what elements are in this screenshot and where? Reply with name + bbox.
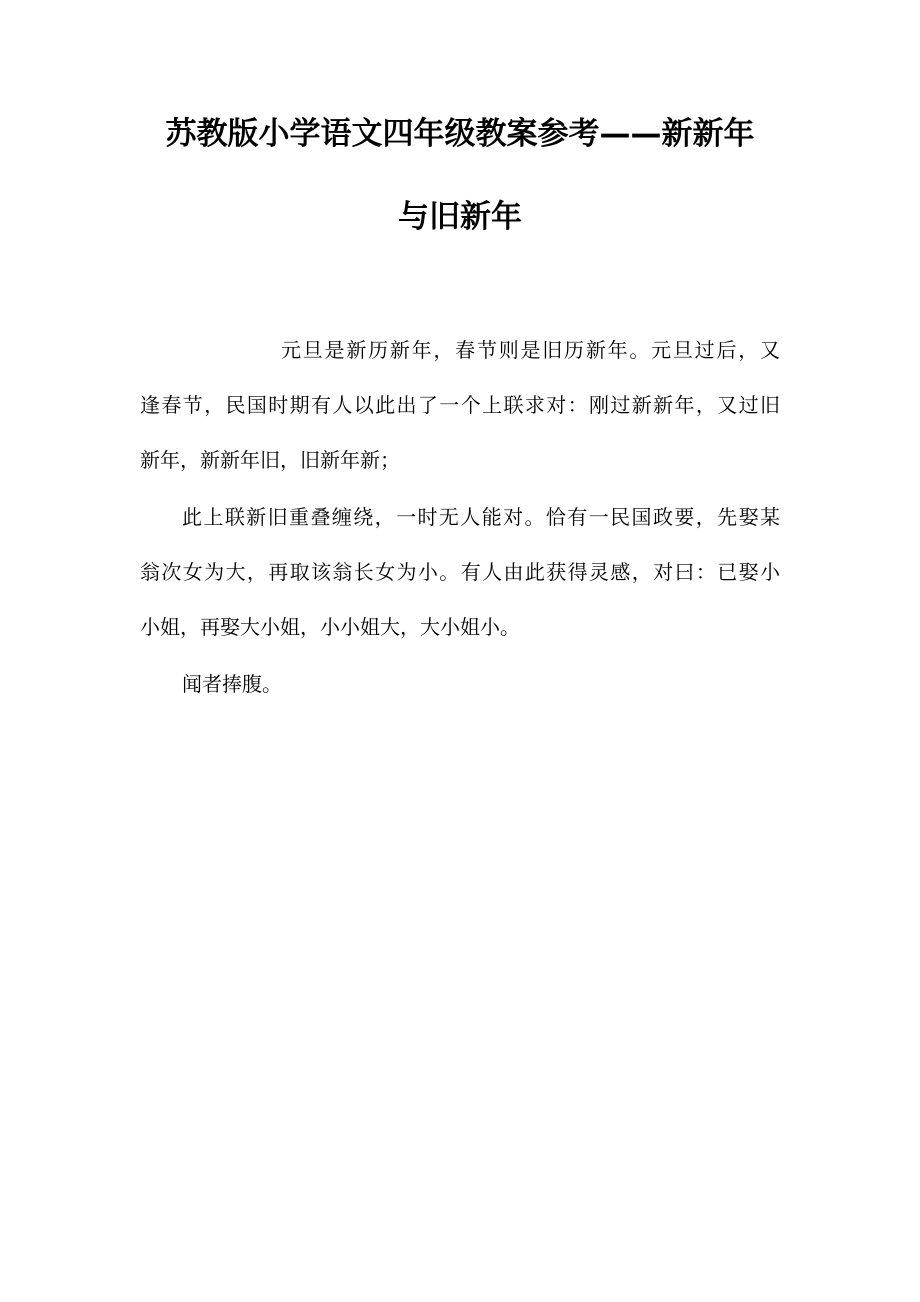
paragraph-1-line-1: 元旦是新历新年，春节则是旧历新年。元旦过后，又 <box>281 338 780 362</box>
document-title-line-1: 苏教版小学语文四年级教案参考——新新年 <box>165 116 755 152</box>
paragraph-2-line-3: 小姐，再娶大小姐，小小姐大，大小姐小。 <box>140 615 520 639</box>
document-title-line-2: 与旧新年 <box>398 199 522 235</box>
paragraph-3-line-1: 闻者捧腹。 <box>182 672 282 696</box>
paragraph-2-line-2: 翁次女为大，再取该翁长女为小。有人由此获得灵感，对曰：已娶小 <box>140 560 780 584</box>
paragraph-1-line-2: 逢春节，民国时期有人以此出了一个上联求对：刚过新新年，又过旧 <box>140 393 780 417</box>
paragraph-1-line-3: 新年，新新年旧，旧新年新； <box>140 448 400 472</box>
paragraph-2-line-1: 此上联新旧重叠缠绕，一时无人能对。恰有一民国政要，先娶某 <box>182 505 780 529</box>
